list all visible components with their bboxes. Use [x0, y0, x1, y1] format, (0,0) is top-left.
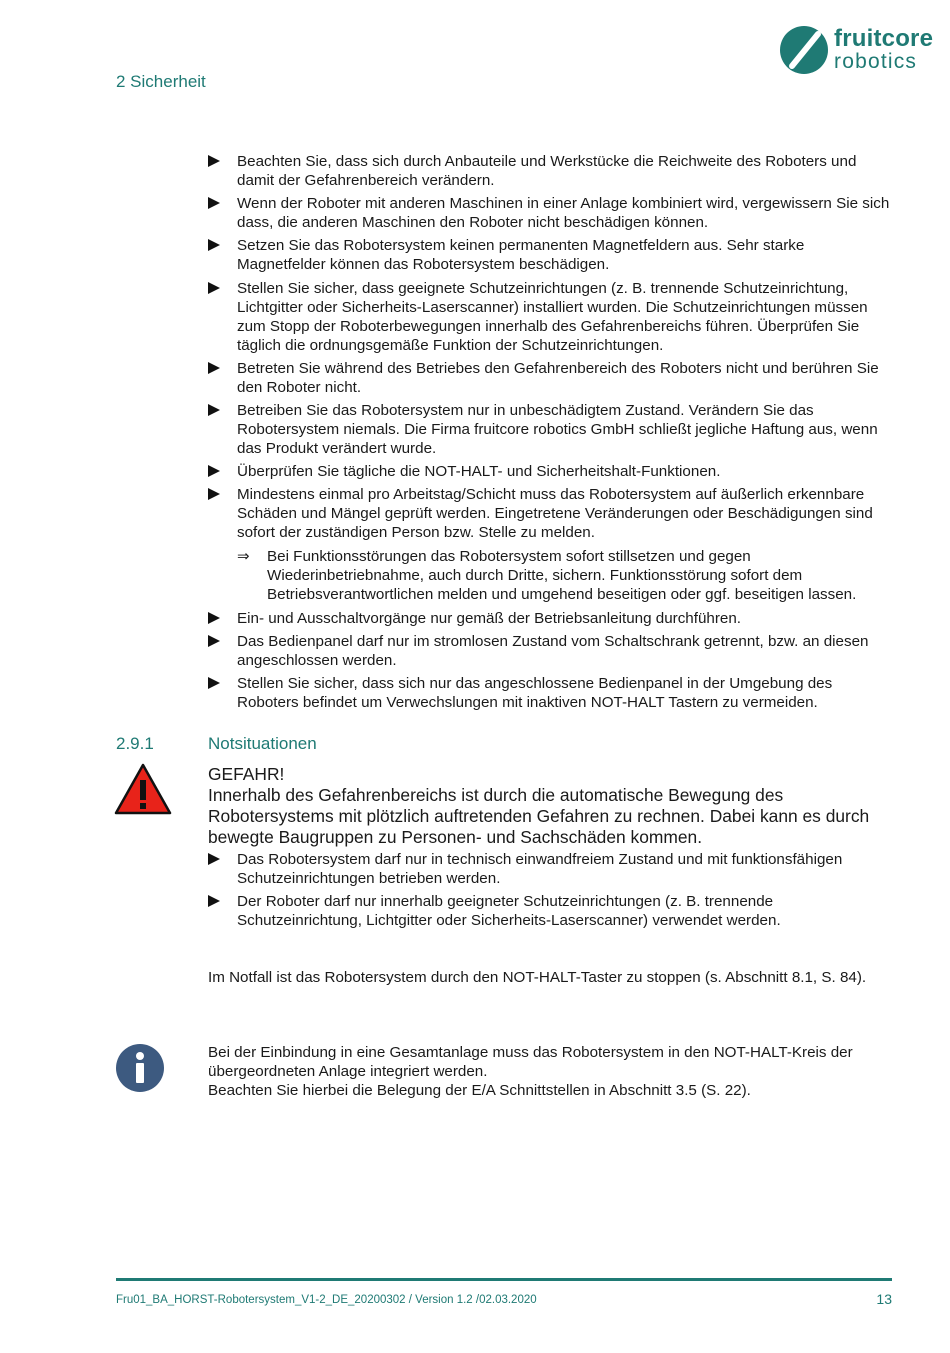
section-title: Notsituationen	[208, 734, 317, 753]
footer-divider	[116, 1278, 892, 1281]
safety-instructions-list	[208, 152, 893, 716]
list-item: Ein- und Ausschaltvorgänge nur gemäß der Betriebsanleitung durchführen.	[208, 609, 893, 628]
list-item: Betreiben Sie das Robotersystem nur in unbeschädigtem Zustand. Verändern Sie das Robotersystem niemals. Die Firma fruitcore robotics GmbH schließt jegliche Haftung aus, wenn das Produkt verändert wurde.	[208, 401, 893, 458]
triangle-right-icon	[208, 282, 220, 294]
triangle-right-icon	[208, 465, 220, 477]
warning-icon	[114, 763, 172, 815]
fruitcore-logo-icon	[780, 26, 828, 74]
section-number: 2.9.1	[116, 734, 154, 753]
triangle-right-icon	[208, 488, 220, 500]
list-item: Setzen Sie das Robotersystem keinen permanenten Magnetfeldern aus. Sehr starke Magnetfelder können das Robotersystem beschädigen.	[208, 236, 893, 274]
info-icon	[116, 1044, 164, 1092]
danger-text: Innerhalb des Gefahrenbereichs ist durch die automatische Bewegung des Robotersystems mit plötzlich auftretenden Gefahren zu rechnen. Dabei kann es durch bewegte Baugruppen zu Personen- und Sachschäden kommen.	[208, 785, 870, 847]
danger-label: GEFAHR!	[208, 764, 285, 784]
double-arrow-icon: ⇒	[237, 548, 250, 566]
list-item: Der Roboter darf nur innerhalb geeigneter Schutzeinrichtungen (z. B. trennende Schutzeinrichtung, Lichtgitter oder Sicherheits-Laserscanner) verwendet werden.	[208, 892, 893, 930]
list-item: Wenn der Roboter mit anderen Maschinen in einer Anlage kombiniert wird, vergewissern Sie sich dass, die anderen Maschinen den Roboter nicht beschädigen können.	[208, 194, 893, 232]
logo	[780, 25, 934, 76]
triangle-right-icon	[208, 155, 220, 167]
triangle-right-icon	[208, 612, 220, 624]
danger-instructions-list	[208, 850, 893, 934]
list-item: Überprüfen Sie tägliche die NOT-HALT- und Sicherheitshalt-Funktionen.	[208, 462, 893, 481]
triangle-right-icon	[208, 635, 220, 647]
sub-item: ⇒ Bei Funktionsstörungen das Robotersystem sofort stillsetzen und gegen Wiederinbetriebnahme, auch durch Dritte, sichern. Funktionsstörung sofort dem Betriebsverantwortlichen melden und umgehend beseitigen oder ggf. beseitigen lassen.	[237, 548, 857, 604]
triangle-right-icon	[208, 362, 220, 374]
info-text-line: Bei der Einbindung in eine Gesamtanlage muss das Robotersystem in den NOT-HALT-Kreis der übergeordneten Anlage integriert werden.	[208, 1044, 853, 1080]
triangle-right-icon	[208, 197, 220, 209]
list-item: Mindestens einmal pro Arbeitstag/Schicht muss das Robotersystem auf äußerlich erkennbare Schäden und Mängel geprüft werden. Eingetretene Veränderungen oder Beschädigungen sind sofort der zuständigen Person bzw. Stelle zu melden. ⇒ Bei Funktionsstörungen das Robotersystem sofort stillsetzen und gegen Wiederinbetriebnahme, auch durch Dritte, sichern. Funktionsstörung sofort dem Betriebsverantwortlichen melden und umgehend beseitigen oder ggf. beseitigen lassen.	[208, 485, 893, 604]
triangle-right-icon	[208, 404, 220, 416]
triangle-right-icon	[208, 853, 220, 865]
triangle-right-icon	[208, 895, 220, 907]
page-number: 13	[876, 1291, 892, 1307]
info-notice	[208, 1043, 894, 1100]
list-item: Betreten Sie während des Betriebes den Gefahrenbereich des Roboters nicht und berühren Sie den Roboter nicht.	[208, 359, 893, 397]
logo-text-primary: fruitcore	[834, 25, 934, 52]
list-item: Beachten Sie, dass sich durch Anbauteile und Werkstücke die Reichweite des Roboters und damit der Gefahrenbereich verändern.	[208, 152, 893, 190]
list-item: Das Bedienpanel darf nur im stromlosen Zustand vom Schaltschrank getrennt, bzw. an diesen angeschlossen werden.	[208, 632, 893, 670]
section-header: 2 Sicherheit	[116, 72, 206, 91]
info-text-line: Beachten Sie hierbei die Belegung der E/A Schnittstellen in Abschnitt 3.5 (S. 22).	[208, 1082, 751, 1099]
logo-text-secondary: robotics	[834, 50, 918, 73]
list-item: Das Robotersystem darf nur in technisch einwandfreiem Zustand und mit funktionsfähigen Schutzeinrichtungen betrieben werden.	[208, 850, 893, 888]
triangle-right-icon	[208, 239, 220, 251]
list-item: Stellen Sie sicher, dass sich nur das angeschlossene Bedienpanel in der Umgebung des Roboters befindet um Verwechslungen mit inaktiven NOT-HALT Tastern zu vermeiden.	[208, 674, 893, 712]
footer-document-info: Fru01_BA_HORST-Robotersystem_V1-2_DE_20200302 / Version 1.2 /02.03.2020	[116, 1294, 537, 1306]
list-item: Stellen Sie sicher, dass geeignete Schutzeinrichtungen (z. B. trennende Schutzeinrichtung, Lichtgitter oder Sicherheits-Laserscanner) installiert wurden. Die Schutzeinrichtungen müssen zum Stopp der Roboterbewegungen innerhalb des Gefahrenbereichs führen. Überprüfen Sie täglich die ordnungsgemäße Funktion der Schutzeinrichtungen.	[208, 279, 893, 355]
danger-notice	[208, 764, 898, 848]
triangle-right-icon	[208, 677, 220, 689]
emergency-paragraph: Im Notfall ist das Robotersystem durch den NOT-HALT-Taster zu stoppen (s. Abschnitt 8.1, S. 84).	[208, 969, 867, 986]
